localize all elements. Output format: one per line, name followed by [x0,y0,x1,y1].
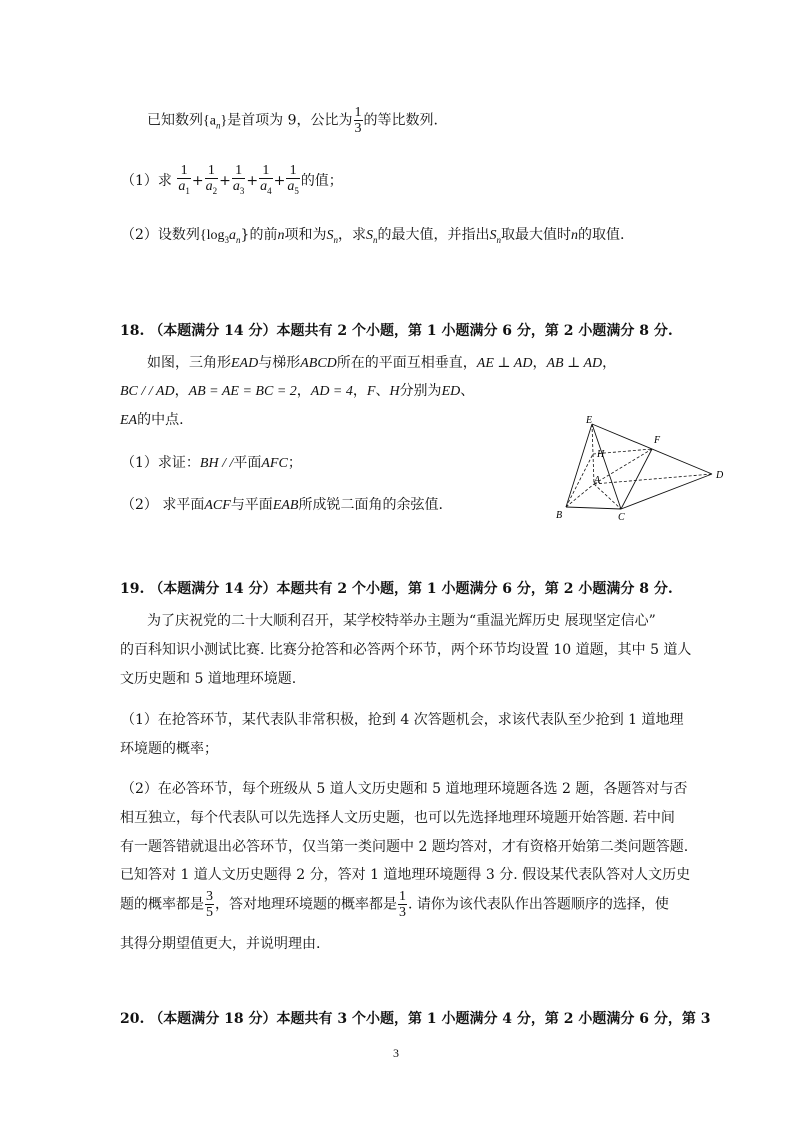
p17-question-1: （1）求 $\frac{1}{a_1}$ + $\frac{1}{a_2}$ + $\frac{1}{a_3}$ + $\frac{1}{a_4}$ + $\frac{1}{a_5}$ 的值； [121,163,343,196]
edge-EC [592,424,621,509]
p19-header: 19. （本题满分 14 分）本题共有 2 个小题，第 1 小题满分 6 分，第 2 小题满分 8 分. [120,581,673,597]
p18-question-2: （2） 求平面ACF与平面EAB所成锐二面角的余弦值. [121,497,443,513]
label-F: F [654,435,661,446]
label-A: A [594,475,601,486]
label-E: E [586,415,593,426]
p19-q2-line-3: 有一题答错就退出必答环节，仅当第一类问题中 2 题均答对，才有资格开始第二类问题答题. [120,839,689,855]
p17-question-2: （2）设数列$\{\log_3a_n\}$的前n项和为$S_n$，求$S_n$的最大值，并指出$S_n$取最大值时n的取值. [121,227,625,245]
p19-q1-line-2: 环境题的概率； [120,741,218,757]
p18-header: 18. （本题满分 14 分）本题共有 2 个小题，第 1 小题满分 6 分，第 2 小题满分 8 分. [120,323,673,339]
p19-q2-line-6: 其得分期望值更大，并说明理由. [120,936,321,952]
p19-intro-line-3: 文历史题和 5 道地理环境题. [120,671,297,687]
fraction-one-third: $\frac{1}{3}$ [399,889,406,920]
p18-body-line-2: BC / / AD，AB = AE = BC = 2，AD = 4，F、H分别为ED、 [120,383,475,399]
p20-header: 20. （本题满分 18 分）本题共有 3 个小题，第 1 小题满分 4 分，第 2 小题满分 6 分，第 3 [120,1011,711,1027]
p19-q2-line-2: 相互独立，每个代表队可以先选择人文历史题，也可以先选择地理环境题开始答题. 若中间 [120,810,675,826]
edge-CD [621,474,712,509]
p17-intro: 已知数列$\{a_n\}$是首项为 9，公比为 $\frac{1}{3}$ 的等比数列. [147,105,438,136]
p19-intro-line-1: 为了庆祝党的二十大顺利召开，某学校特举办主题为“重温光辉历史 展现坚定信心” [147,613,656,629]
edge-BC [566,507,621,509]
fraction-three-fifths: $\frac{3}{5}$ [206,889,213,920]
label-C: C [618,512,625,523]
p19-q1-line-1: （1）在抢答环节，某代表队非常积极，抢到 4 次答题机会，求该代表队至少抢到 1 道地理 [121,712,684,728]
p18-body-line-3: EA的中点. [120,412,184,428]
page-number: 3 [393,1046,399,1060]
edge-EB [566,424,592,507]
p19-intro-line-2: 的百科知识小测试比赛. 比赛分抢答和必答两个环节，两个环节均设置 10 道题，其中 5 道人 [120,642,692,658]
fraction-one-third: $\frac{1}{3}$ [354,105,362,136]
p19-q2-line-4: 已知答对 1 道人文历史题得 2 分，答对 1 道地理环境题得 3 分. 假设某代表队答对人文历史 [120,867,691,883]
edge-AD [594,474,712,484]
edge-BH [566,454,593,507]
edge-BA [566,484,594,507]
p18-body-line-1: 如图，三角形EAD与梯形ABCD所在的平面互相垂直，AE ⊥ AD，AB ⊥ AD， [147,355,617,371]
geometry-figure [548,412,738,524]
label-B: B [556,510,563,521]
edge-CF [621,449,652,509]
p19-q2-line-5: 题的概率都是 $\frac{3}{5}$ ，答对地理环境题的概率都是 $\frac{1}{3}$ . 请你为该代表队作出答题顺序的选择，使 [120,889,669,920]
label-D: D [716,470,724,481]
p18-question-1: （1）求证：BH / /平面AFC； [121,455,302,471]
label-H: H [597,449,605,460]
p19-q2-line-1: （2）在必答环节，每个班级从 5 道人文历史题和 5 道地理环境题各选 2 题，各题答对与否 [121,781,688,797]
